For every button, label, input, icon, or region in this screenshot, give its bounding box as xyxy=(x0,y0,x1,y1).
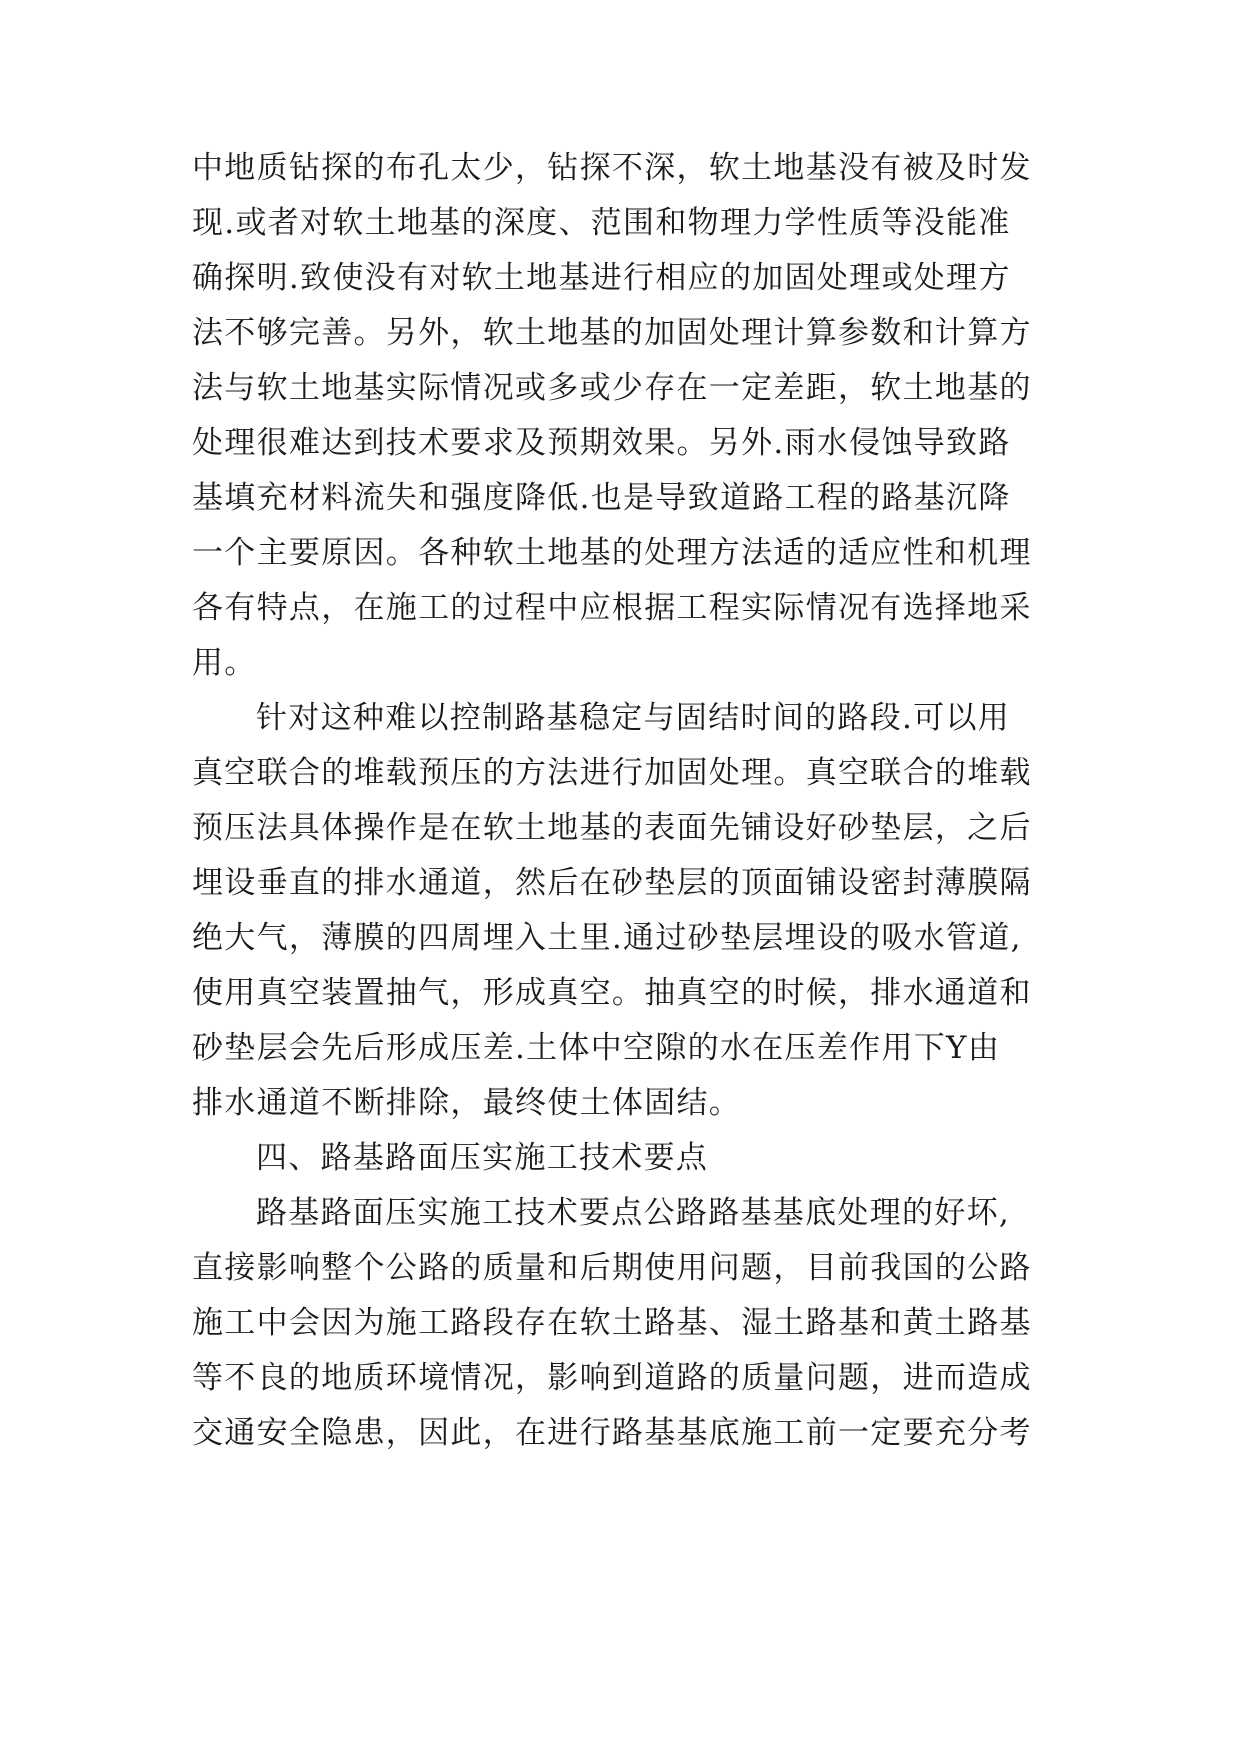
text-line: 使用真空装置抽气，形成真空。抽真空的时候，排水通道和 xyxy=(192,975,1032,1011)
text-line: 等不良的地质环境情况，影响到道路的质量问题，进而造成 xyxy=(192,1360,1032,1396)
text-line: 处理很难达到技术要求及预期效果。另外.雨水侵蚀导致路 xyxy=(192,425,1011,461)
paragraph-first-line: 针对这种难以控制路基稳定与固结时间的路段.可以用 xyxy=(256,700,1011,736)
text-line: 埋设垂直的排水通道，然后在砂垫层的顶面铺设密封薄膜隔 xyxy=(192,865,1032,901)
text-line: 砂垫层会先后形成压差.土体中空隙的水在压差作用下Y由 xyxy=(192,1030,1001,1066)
text-line: 现.或者对软土地基的深度、范围和物理力学性质等没能准 xyxy=(192,205,1011,241)
section-heading: 四、路基路面压实施工技术要点 xyxy=(256,1140,709,1176)
text-line: 基填充材料流失和强度降低.也是导致道路工程的路基沉降 xyxy=(192,480,1011,516)
text-line: 直接影响整个公路的质量和后期使用问题，目前我国的公路 xyxy=(192,1250,1032,1286)
text-line: 法与软土地基实际情况或多或少存在一定差距，软土地基的 xyxy=(192,370,1032,406)
text-line: 预压法具体操作是在软土地基的表面先铺设好砂垫层，之后 xyxy=(192,810,1032,846)
paragraph-first-line: 路基路面压实施工技术要点公路路基基底处理的好坏, xyxy=(256,1195,1011,1231)
text-line: 交通安全隐患，因此，在进行路基基底施工前一定要充分考 xyxy=(192,1415,1032,1451)
text-line: 真空联合的堆载预压的方法进行加固处理。真空联合的堆载 xyxy=(192,755,1032,791)
text-line: 各有特点，在施工的过程中应根据工程实际情况有选择地采 xyxy=(192,590,1032,626)
text-line: 施工中会因为施工路段存在软土路基、湿土路基和黄土路基 xyxy=(192,1305,1032,1341)
text-line: 确探明.致使没有对软土地基进行相应的加固处理或处理方 xyxy=(192,260,1011,296)
text-line: 用。 xyxy=(192,645,257,681)
text-line: 绝大气，薄膜的四周埋入土里.通过砂垫层埋设的吸水管道, xyxy=(192,920,1022,956)
text-line: 一个主要原因。各种软土地基的处理方法适的适应性和机理 xyxy=(192,535,1032,571)
text-line: 中地质钻探的布孔太少，钻探不深，软土地基没有被及时发 xyxy=(192,150,1032,186)
text-line: 法不够完善。另外，软土地基的加固处理计算参数和计算方 xyxy=(192,315,1032,351)
text-line: 排水通道不断排除，最终使土体固结。 xyxy=(192,1085,742,1121)
